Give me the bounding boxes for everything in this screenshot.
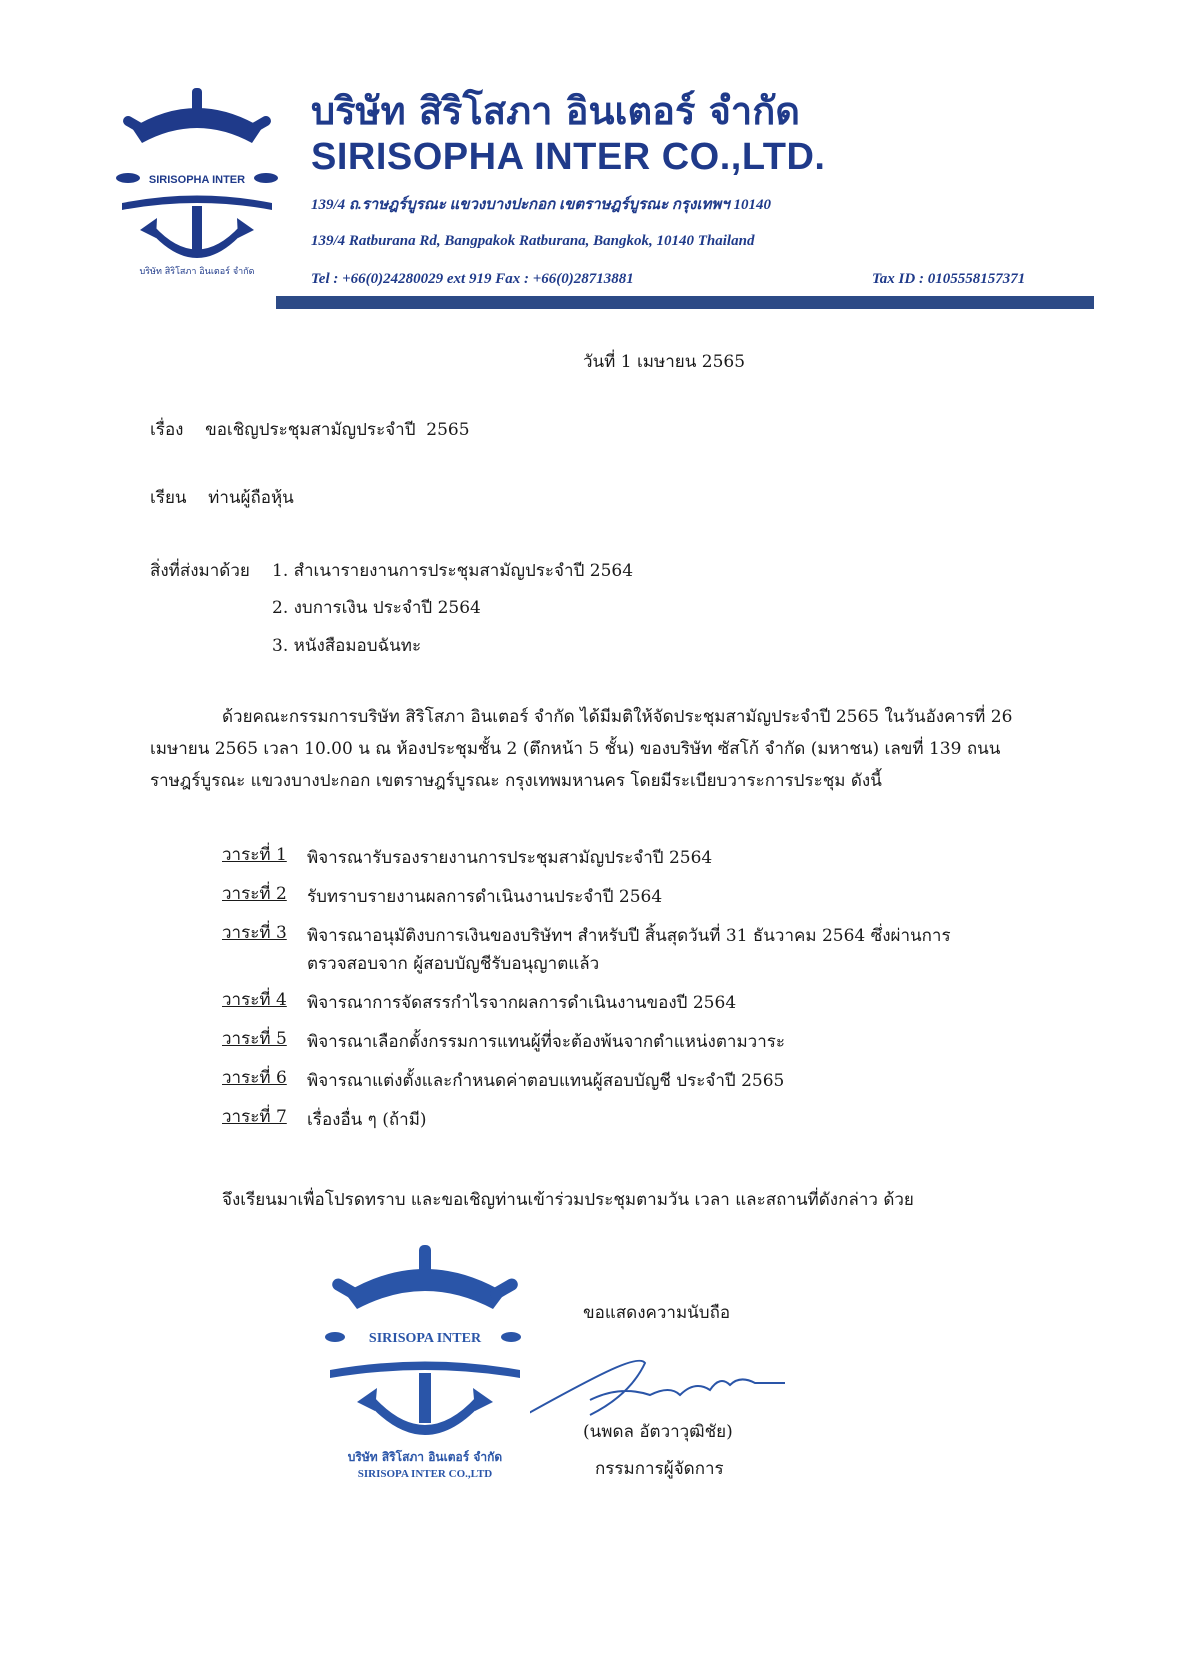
- agenda-text: รับทราบรายงานผลการดำเนินงานประจำปี 2564: [307, 887, 663, 908]
- letter-recipient: เรียน ท่านผู้ถือหุ้น: [150, 488, 294, 508]
- agenda-label: วาระที่ 2: [222, 884, 287, 905]
- address-thai: 139/4 ถ.ราษฎร์บูรณะ แขวงบางปะกอก เขตราษฎร์บูรณะ กรุงเทพฯ 10140: [311, 197, 771, 213]
- svg-text:SIRISOPA INTER: SIRISOPA INTER: [368, 1331, 482, 1346]
- svg-text:SIRISOPA INTER CO.,LTD: SIRISOPA INTER CO.,LTD: [357, 1468, 493, 1480]
- tax-id: Tax ID : 0105558157371: [872, 271, 1026, 287]
- agenda-item: [222, 1029, 1042, 1056]
- address-english: 139/4 Ratburana Rd, Bangpakok Ratburana, Bangkok, 10140 Thailand: [311, 233, 755, 249]
- regards: ขอแสดงความนับถือ: [583, 1303, 731, 1323]
- agenda-label: วาระที่ 5: [222, 1028, 287, 1049]
- agenda-text: พิจารณาเลือกตั้งกรรมการแทนผู้ที่จะต้องพ้นจากตำแหน่งตามวาระ: [307, 1031, 786, 1052]
- body-paragraph: [150, 706, 1030, 802]
- enclosures-label: สิ่งที่ส่งมาด้วย: [150, 561, 250, 581]
- agenda-text: พิจารณาอนุมัติงบการเงินของบริษัทฯ สำหรับปี สิ้นสุดวันที่ 31 ธันวาคม 2564 ซึ่งผ่านการ: [307, 926, 951, 947]
- agenda-text-continued: ตรวจสอบจาก ผู้สอบบัญชีรับอนุญาตแล้ว: [307, 953, 600, 974]
- closing-sentence: จึงเรียนมาเพื่อโปรดทราบ และขอเชิญท่านเข้าร่วมประชุมตามวัน เวลา และสถานที่ดังกล่าว ด้วย: [222, 1190, 914, 1210]
- letter-subject: เรื่อง ขอเชิญประชุมสามัญประจำปี 2565: [150, 420, 470, 440]
- letter-date: วันที่ 1 เมษายน 2565: [583, 352, 746, 372]
- paragraph-line: ราษฎร์บูรณะ แขวงบางปะกอก เขตราษฎร์บูรณะ กรุงเทพมหานคร โดยมีระเบียบวาระการประชุม ดังนี้: [150, 770, 882, 791]
- agenda-text: เรื่องอื่น ๆ (ถ้ามี): [307, 1110, 427, 1131]
- agenda-label: วาระที่ 7: [222, 1107, 287, 1128]
- enclosure-item: 2. งบการเงิน ประจำปี 2564: [272, 598, 481, 618]
- agenda-text: พิจารณาแต่งตั้งและกำหนดค่าตอบแทนผู้สอบบัญชี ประจำปี 2565: [307, 1071, 785, 1092]
- agenda-label: วาระที่ 1: [222, 845, 287, 865]
- svg-text:บริษัท สิริโสภา อินเตอร์ จำกัด: บริษัท สิริโสภา อินเตอร์ จำกัด: [139, 267, 255, 277]
- agenda-label: วาระที่ 3: [222, 923, 287, 944]
- agenda-label: วาระที่ 4: [222, 989, 287, 1010]
- company-name-english: SIRISOPHA INTER CO.,LTD.: [311, 136, 826, 178]
- agenda-item: [222, 884, 1042, 911]
- company-logo: [112, 88, 282, 288]
- signer-name: (นพดล อัตวาวุฒิชัย): [583, 1422, 733, 1442]
- company-name-thai: บริษัท สิริโสภา อินเตอร์ จำกัด: [311, 89, 800, 133]
- svg-text:บริษัท สิริโสภา อินเตอร์ จำกัด: บริษัท สิริโสภา อินเตอร์ จำกัด: [347, 1450, 503, 1464]
- enclosure-item: 1. สำเนารายงานการประชุมสามัญประจำปี 2564: [272, 561, 634, 581]
- tel-fax: Tel : +66(0)24280029 ext 919 Fax : +66(0)28713881: [311, 271, 634, 287]
- agenda-text: พิจารณาการจัดสรรกำไรจากผลการดำเนินงานของปี 2564: [307, 992, 737, 1013]
- paragraph-line: เมษายน 2565 เวลา 10.00 น ณ ห้องประชุมชั้น 2 (ตึกหน้า 5 ชั้น) ของบริษัท ซัสโก้ จำกัด (มหาชน) เลขที่ 139 ถนน: [150, 738, 1001, 759]
- agenda-text: พิจารณารับรองรายงานการประชุมสามัญประจำปี 2564: [307, 848, 713, 868]
- signer-title: กรรมการผู้จัดการ: [595, 1459, 724, 1479]
- agenda-label: วาระที่ 6: [222, 1068, 287, 1089]
- svg-text:SIRISOPHA INTER: SIRISOPHA INTER: [148, 174, 246, 186]
- agenda-item: [222, 923, 1042, 977]
- agenda-item: [222, 1068, 1042, 1095]
- header-divider: [276, 296, 1094, 309]
- agenda-list: [222, 845, 1042, 1147]
- enclosure-item: 3. หนังสือมอบฉันทะ: [272, 636, 422, 656]
- company-stamp: [325, 1245, 525, 1485]
- agenda-item: [222, 990, 1042, 1017]
- agenda-item: [222, 1107, 1042, 1134]
- paragraph-line: ด้วยคณะกรรมการบริษัท สิริโสภา อินเตอร์ จำกัด ได้มีมติให้จัดประชุมสามัญประจำปี 2565 ในวันอังคารที่ 26: [222, 707, 1013, 727]
- agenda-item: [222, 845, 1042, 872]
